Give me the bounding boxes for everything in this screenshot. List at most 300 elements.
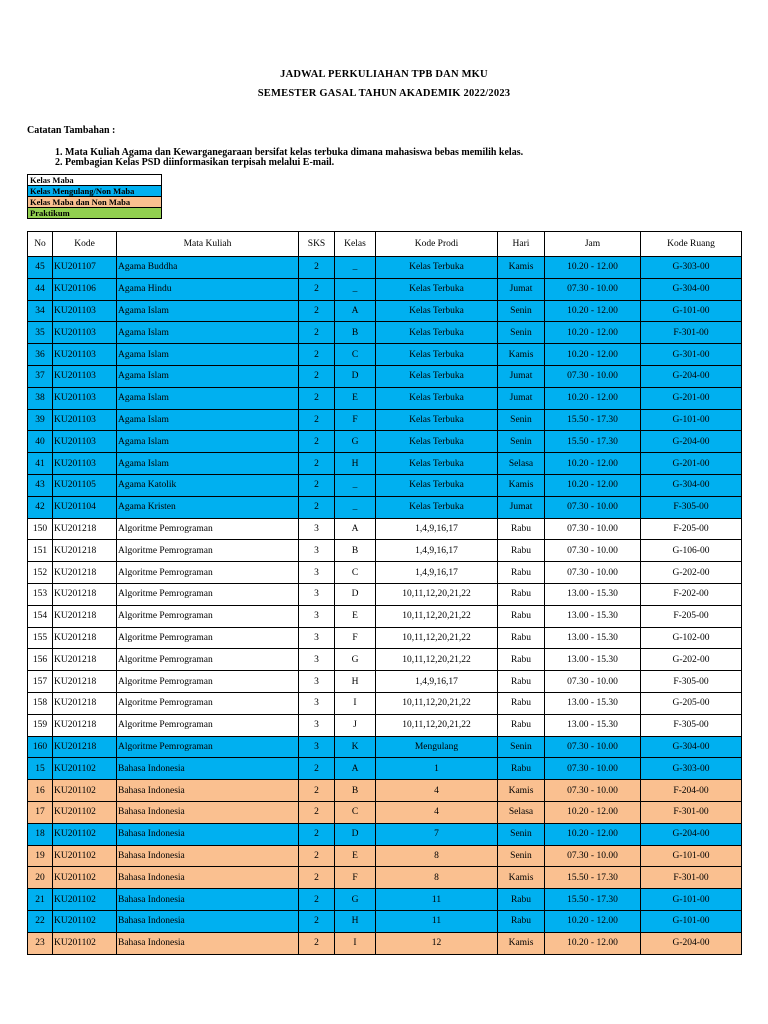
cell-kode: KU201218 (53, 627, 117, 649)
cell-hari: Jumat (498, 278, 545, 300)
cell-mata-kuliah: Bahasa Indonesia (117, 823, 299, 845)
schedule-body (28, 257, 742, 955)
cell-hari: Rabu (498, 910, 545, 932)
cell-jam: 10.20 - 12.00 (545, 322, 641, 344)
cell-kelas: B (335, 780, 376, 802)
cell-kode-prodi: 1,4,9,16,17 (376, 562, 498, 584)
cell-kode-ruang: F-204-00 (641, 780, 742, 802)
cell-jam: 07.30 - 10.00 (545, 758, 641, 780)
cell-kode-prodi: Kelas Terbuka (376, 474, 498, 496)
cell-kode: KU201218 (53, 518, 117, 540)
cell-kode-ruang: F-301-00 (641, 322, 742, 344)
table-row (28, 780, 742, 802)
cell-sks: 2 (299, 344, 335, 366)
table-row (28, 845, 742, 867)
table-row (28, 889, 742, 911)
cell-mata-kuliah: Agama Islam (117, 344, 299, 366)
cell-kode: KU201102 (53, 758, 117, 780)
cell-jam: 10.20 - 12.00 (545, 801, 641, 823)
cell-sks: 3 (299, 540, 335, 562)
cell-kode-prodi: Kelas Terbuka (376, 322, 498, 344)
cell-kode-prodi: Kelas Terbuka (376, 496, 498, 518)
cell-kelas: D (335, 365, 376, 387)
cell-hari: Jumat (498, 387, 545, 409)
cell-jam: 10.20 - 12.00 (545, 387, 641, 409)
cell-jam: 07.30 - 10.00 (545, 562, 641, 584)
cell-hari: Rabu (498, 583, 545, 605)
cell-hari: Senin (498, 823, 545, 845)
cell-kode-ruang: G-301-00 (641, 344, 742, 366)
cell-kode-prodi: Kelas Terbuka (376, 365, 498, 387)
cell-kode-prodi: Mengulang (376, 736, 498, 758)
cell-mata-kuliah: Agama Buddha (117, 257, 299, 279)
cell-kode-ruang: G-201-00 (641, 387, 742, 409)
cell-mata-kuliah: Agama Islam (117, 431, 299, 453)
cell-sks: 2 (299, 801, 335, 823)
cell-no: 15 (28, 758, 53, 780)
cell-hari: Kamis (498, 474, 545, 496)
cell-kode: KU201218 (53, 583, 117, 605)
cell-sks: 3 (299, 671, 335, 693)
cell-kode-prodi: Kelas Terbuka (376, 431, 498, 453)
cell-mata-kuliah: Algoritme Pemrograman (117, 671, 299, 693)
cell-jam: 10.20 - 12.00 (545, 453, 641, 475)
cell-kode: KU201107 (53, 257, 117, 279)
cell-jam: 10.20 - 12.00 (545, 474, 641, 496)
cell-jam: 07.30 - 10.00 (545, 365, 641, 387)
cell-mata-kuliah: Agama Islam (117, 387, 299, 409)
cell-kode: KU201218 (53, 605, 117, 627)
cell-hari: Rabu (498, 671, 545, 693)
cell-kelas: H (335, 671, 376, 693)
cell-sks: 3 (299, 562, 335, 584)
cell-kode: KU201218 (53, 562, 117, 584)
cell-hari: Selasa (498, 801, 545, 823)
cell-jam: 10.20 - 12.00 (545, 910, 641, 932)
cell-kode: KU201103 (53, 300, 117, 322)
cell-sks: 2 (299, 257, 335, 279)
cell-mata-kuliah: Bahasa Indonesia (117, 910, 299, 932)
table-row (28, 932, 742, 954)
table-row (28, 474, 742, 496)
cell-mata-kuliah: Algoritme Pemrograman (117, 605, 299, 627)
cell-sks: 2 (299, 758, 335, 780)
cell-no: 154 (28, 605, 53, 627)
cell-kode-prodi: 10,11,12,20,21,22 (376, 714, 498, 736)
cell-kode: KU201102 (53, 910, 117, 932)
cell-no: 151 (28, 540, 53, 562)
note-item: 2. Pembagian Kelas PSD diinformasikan terpisah melalui E-mail. (55, 157, 335, 168)
table-row (28, 540, 742, 562)
cell-kode-ruang: G-204-00 (641, 365, 742, 387)
cell-kode: KU201103 (53, 387, 117, 409)
cell-kode-ruang: G-303-00 (641, 257, 742, 279)
cell-jam: 10.20 - 12.00 (545, 932, 641, 954)
table-row (28, 801, 742, 823)
cell-kelas: B (335, 540, 376, 562)
cell-kode-prodi: 8 (376, 867, 498, 889)
cell-kode-prodi: Kelas Terbuka (376, 409, 498, 431)
cell-sks: 3 (299, 714, 335, 736)
cell-kode: KU201218 (53, 714, 117, 736)
cell-mata-kuliah: Bahasa Indonesia (117, 758, 299, 780)
cell-kelas: K (335, 736, 376, 758)
cell-kode-prodi: 7 (376, 823, 498, 845)
cell-jam: 10.20 - 12.00 (545, 823, 641, 845)
cell-kelas: A (335, 300, 376, 322)
legend-kelas-campur: Kelas Maba dan Non Maba (28, 197, 162, 208)
table-row (28, 365, 742, 387)
cell-kode: KU201103 (53, 322, 117, 344)
cell-kode-ruang: G-101-00 (641, 409, 742, 431)
cell-kelas: C (335, 344, 376, 366)
cell-kode-prodi: 12 (376, 932, 498, 954)
cell-jam: 07.30 - 10.00 (545, 540, 641, 562)
cell-hari: Jumat (498, 496, 545, 518)
cell-jam: 07.30 - 10.00 (545, 780, 641, 802)
cell-hari: Jumat (498, 365, 545, 387)
cell-kode: KU201102 (53, 801, 117, 823)
cell-mata-kuliah: Algoritme Pemrograman (117, 562, 299, 584)
cell-kode-ruang: F-202-00 (641, 583, 742, 605)
col-header-sks: SKS (299, 232, 335, 257)
cell-kode: KU201103 (53, 453, 117, 475)
cell-no: 43 (28, 474, 53, 496)
cell-kode: KU201102 (53, 780, 117, 802)
cell-sks: 2 (299, 365, 335, 387)
cell-kelas: _ (335, 278, 376, 300)
cell-no: 157 (28, 671, 53, 693)
cell-kelas: A (335, 758, 376, 780)
legend (27, 174, 162, 219)
cell-no: 44 (28, 278, 53, 300)
cell-kelas: _ (335, 257, 376, 279)
cell-no: 16 (28, 780, 53, 802)
cell-kode: KU201102 (53, 845, 117, 867)
cell-kode: KU201218 (53, 692, 117, 714)
cell-kode: KU201102 (53, 867, 117, 889)
cell-mata-kuliah: Bahasa Indonesia (117, 889, 299, 911)
table-row (28, 387, 742, 409)
cell-jam: 10.20 - 12.00 (545, 344, 641, 366)
cell-hari: Rabu (498, 889, 545, 911)
cell-no: 37 (28, 365, 53, 387)
cell-hari: Rabu (498, 540, 545, 562)
cell-kode-ruang: F-305-00 (641, 714, 742, 736)
cell-kode-ruang: F-205-00 (641, 518, 742, 540)
cell-kode-prodi: Kelas Terbuka (376, 300, 498, 322)
cell-mata-kuliah: Algoritme Pemrograman (117, 583, 299, 605)
cell-kelas: E (335, 845, 376, 867)
cell-jam: 13.00 - 15.30 (545, 583, 641, 605)
cell-kode-prodi: 11 (376, 910, 498, 932)
col-header-jam: Jam (545, 232, 641, 257)
cell-kelas: F (335, 409, 376, 431)
cell-kode: KU201102 (53, 932, 117, 954)
cell-kode: KU201106 (53, 278, 117, 300)
cell-kode: KU201218 (53, 671, 117, 693)
cell-mata-kuliah: Algoritme Pemrograman (117, 692, 299, 714)
cell-kelas: A (335, 518, 376, 540)
table-row (28, 671, 742, 693)
cell-kode-prodi: 4 (376, 801, 498, 823)
cell-kode-prodi: Kelas Terbuka (376, 344, 498, 366)
col-header-no: No (28, 232, 53, 257)
cell-no: 34 (28, 300, 53, 322)
cell-kelas: J (335, 714, 376, 736)
cell-kode-ruang: G-201-00 (641, 453, 742, 475)
col-header-kode: Kode (53, 232, 117, 257)
cell-jam: 10.20 - 12.00 (545, 257, 641, 279)
cell-kelas: D (335, 583, 376, 605)
table-row (28, 300, 742, 322)
cell-sks: 3 (299, 649, 335, 671)
table-row (28, 867, 742, 889)
cell-kode-prodi: 4 (376, 780, 498, 802)
cell-kode-prodi: 8 (376, 845, 498, 867)
cell-kelas: G (335, 649, 376, 671)
table-row (28, 758, 742, 780)
cell-no: 159 (28, 714, 53, 736)
cell-no: 39 (28, 409, 53, 431)
table-row (28, 453, 742, 475)
cell-mata-kuliah: Bahasa Indonesia (117, 780, 299, 802)
cell-kelas: _ (335, 474, 376, 496)
cell-jam: 13.00 - 15.30 (545, 627, 641, 649)
cell-no: 36 (28, 344, 53, 366)
table-row (28, 344, 742, 366)
cell-kode: KU201102 (53, 823, 117, 845)
cell-no: 45 (28, 257, 53, 279)
cell-hari: Senin (498, 736, 545, 758)
cell-mata-kuliah: Bahasa Indonesia (117, 932, 299, 954)
cell-sks: 2 (299, 867, 335, 889)
table-row (28, 431, 742, 453)
cell-kode-ruang: G-204-00 (641, 932, 742, 954)
cell-kode: KU201103 (53, 365, 117, 387)
cell-hari: Senin (498, 431, 545, 453)
cell-kode: KU201103 (53, 344, 117, 366)
table-row (28, 409, 742, 431)
cell-mata-kuliah: Agama Islam (117, 300, 299, 322)
table-row (28, 496, 742, 518)
cell-kode-prodi: 10,11,12,20,21,22 (376, 649, 498, 671)
cell-no: 19 (28, 845, 53, 867)
cell-kode-ruang: F-205-00 (641, 605, 742, 627)
cell-sks: 2 (299, 322, 335, 344)
table-row (28, 823, 742, 845)
cell-kode-prodi: 10,11,12,20,21,22 (376, 692, 498, 714)
cell-kode-ruang: G-304-00 (641, 278, 742, 300)
cell-hari: Rabu (498, 518, 545, 540)
cell-no: 153 (28, 583, 53, 605)
table-row (28, 910, 742, 932)
cell-no: 158 (28, 692, 53, 714)
cell-sks: 3 (299, 627, 335, 649)
cell-jam: 07.30 - 10.00 (545, 845, 641, 867)
cell-sks: 2 (299, 780, 335, 802)
cell-hari: Senin (498, 322, 545, 344)
cell-kelas: E (335, 605, 376, 627)
cell-kode-ruang: G-202-00 (641, 562, 742, 584)
cell-sks: 3 (299, 692, 335, 714)
cell-hari: Rabu (498, 627, 545, 649)
cell-hari: Rabu (498, 605, 545, 627)
cell-hari: Rabu (498, 692, 545, 714)
table-row (28, 257, 742, 279)
col-header-kode-prodi: Kode Prodi (376, 232, 498, 257)
cell-mata-kuliah: Agama Islam (117, 322, 299, 344)
table-row (28, 605, 742, 627)
col-header-hari: Hari (498, 232, 545, 257)
cell-hari: Rabu (498, 649, 545, 671)
cell-jam: 07.30 - 10.00 (545, 518, 641, 540)
cell-kode-prodi: 1,4,9,16,17 (376, 671, 498, 693)
cell-no: 35 (28, 322, 53, 344)
table-row (28, 627, 742, 649)
cell-kode-ruang: G-101-00 (641, 910, 742, 932)
cell-kelas: _ (335, 496, 376, 518)
cell-hari: Kamis (498, 780, 545, 802)
cell-kode-prodi: 10,11,12,20,21,22 (376, 583, 498, 605)
cell-kode-ruang: G-106-00 (641, 540, 742, 562)
cell-hari: Rabu (498, 758, 545, 780)
cell-mata-kuliah: Algoritme Pemrograman (117, 540, 299, 562)
cell-kode-prodi: Kelas Terbuka (376, 278, 498, 300)
cell-kode-ruang: G-101-00 (641, 845, 742, 867)
cell-kode-ruang: F-305-00 (641, 671, 742, 693)
cell-jam: 15.50 - 17.30 (545, 409, 641, 431)
cell-kode-ruang: G-202-00 (641, 649, 742, 671)
cell-no: 155 (28, 627, 53, 649)
table-row (28, 692, 742, 714)
cell-kode-ruang: F-305-00 (641, 496, 742, 518)
cell-jam: 07.30 - 10.00 (545, 671, 641, 693)
cell-jam: 13.00 - 15.30 (545, 605, 641, 627)
cell-hari: Rabu (498, 714, 545, 736)
table-header-row (28, 232, 742, 257)
cell-kelas: H (335, 453, 376, 475)
legend-kelas-maba: Kelas Maba (28, 175, 162, 186)
cell-kelas: C (335, 801, 376, 823)
cell-kelas: I (335, 692, 376, 714)
cell-mata-kuliah: Agama Islam (117, 365, 299, 387)
cell-sks: 2 (299, 409, 335, 431)
cell-kelas: D (335, 823, 376, 845)
cell-kode-ruang: G-205-00 (641, 692, 742, 714)
cell-kelas: H (335, 910, 376, 932)
cell-sks: 2 (299, 889, 335, 911)
cell-no: 150 (28, 518, 53, 540)
cell-mata-kuliah: Agama Katolik (117, 474, 299, 496)
cell-kelas: C (335, 562, 376, 584)
cell-hari: Senin (498, 300, 545, 322)
cell-sks: 2 (299, 496, 335, 518)
cell-no: 42 (28, 496, 53, 518)
cell-mata-kuliah: Algoritme Pemrograman (117, 518, 299, 540)
cell-sks: 2 (299, 932, 335, 954)
cell-mata-kuliah: Algoritme Pemrograman (117, 736, 299, 758)
cell-kode-prodi: Kelas Terbuka (376, 257, 498, 279)
cell-no: 156 (28, 649, 53, 671)
cell-kode: KU201105 (53, 474, 117, 496)
cell-sks: 2 (299, 845, 335, 867)
schedule-table (27, 231, 742, 955)
cell-hari: Selasa (498, 453, 545, 475)
cell-kode: KU201218 (53, 649, 117, 671)
table-row (28, 278, 742, 300)
cell-kode-ruang: G-303-00 (641, 758, 742, 780)
cell-no: 40 (28, 431, 53, 453)
cell-kode-ruang: G-204-00 (641, 431, 742, 453)
cell-sks: 2 (299, 431, 335, 453)
table-row (28, 736, 742, 758)
table-row (28, 649, 742, 671)
cell-jam: 13.00 - 15.30 (545, 692, 641, 714)
cell-jam: 13.00 - 15.30 (545, 649, 641, 671)
cell-hari: Rabu (498, 562, 545, 584)
cell-no: 18 (28, 823, 53, 845)
table-row (28, 322, 742, 344)
cell-jam: 13.00 - 15.30 (545, 714, 641, 736)
cell-jam: 07.30 - 10.00 (545, 278, 641, 300)
note-item: 1. Mata Kuliah Agama dan Kewarganegaraan bersifat kelas terbuka dimana mahasiswa bebas memilih kelas. (55, 147, 524, 158)
cell-kelas: G (335, 889, 376, 911)
cell-kode-ruang: G-204-00 (641, 823, 742, 845)
cell-no: 21 (28, 889, 53, 911)
cell-sks: 2 (299, 453, 335, 475)
cell-kelas: I (335, 932, 376, 954)
cell-kode-prodi: 10,11,12,20,21,22 (376, 627, 498, 649)
cell-no: 17 (28, 801, 53, 823)
cell-hari: Kamis (498, 257, 545, 279)
cell-kelas: F (335, 627, 376, 649)
col-header-mata-kuliah: Mata Kuliah (117, 232, 299, 257)
table-row (28, 714, 742, 736)
legend-kelas-mengulang: Kelas Mengulang/Non Maba (28, 186, 162, 197)
legend-praktikum: Praktikum (28, 208, 162, 219)
cell-kode: KU201104 (53, 496, 117, 518)
cell-kode-prodi: 1,4,9,16,17 (376, 540, 498, 562)
cell-sks: 2 (299, 474, 335, 496)
cell-kelas: G (335, 431, 376, 453)
cell-mata-kuliah: Bahasa Indonesia (117, 845, 299, 867)
cell-kode-ruang: G-101-00 (641, 300, 742, 322)
cell-jam: 10.20 - 12.00 (545, 300, 641, 322)
cell-sks: 2 (299, 278, 335, 300)
cell-mata-kuliah: Agama Islam (117, 409, 299, 431)
cell-no: 23 (28, 932, 53, 954)
cell-kode-ruang: G-304-00 (641, 736, 742, 758)
cell-kode-prodi: 1 (376, 758, 498, 780)
cell-sks: 2 (299, 300, 335, 322)
cell-sks: 3 (299, 736, 335, 758)
cell-jam: 07.30 - 10.00 (545, 496, 641, 518)
cell-kode: KU201103 (53, 431, 117, 453)
cell-jam: 07.30 - 10.00 (545, 736, 641, 758)
cell-kode-ruang: G-102-00 (641, 627, 742, 649)
cell-kode-ruang: G-304-00 (641, 474, 742, 496)
cell-kode: KU201103 (53, 409, 117, 431)
cell-sks: 2 (299, 387, 335, 409)
cell-kode: KU201218 (53, 540, 117, 562)
cell-kelas: B (335, 322, 376, 344)
table-row (28, 562, 742, 584)
cell-mata-kuliah: Algoritme Pemrograman (117, 627, 299, 649)
cell-kode: KU201218 (53, 736, 117, 758)
cell-no: 38 (28, 387, 53, 409)
cell-kode-ruang: F-301-00 (641, 801, 742, 823)
